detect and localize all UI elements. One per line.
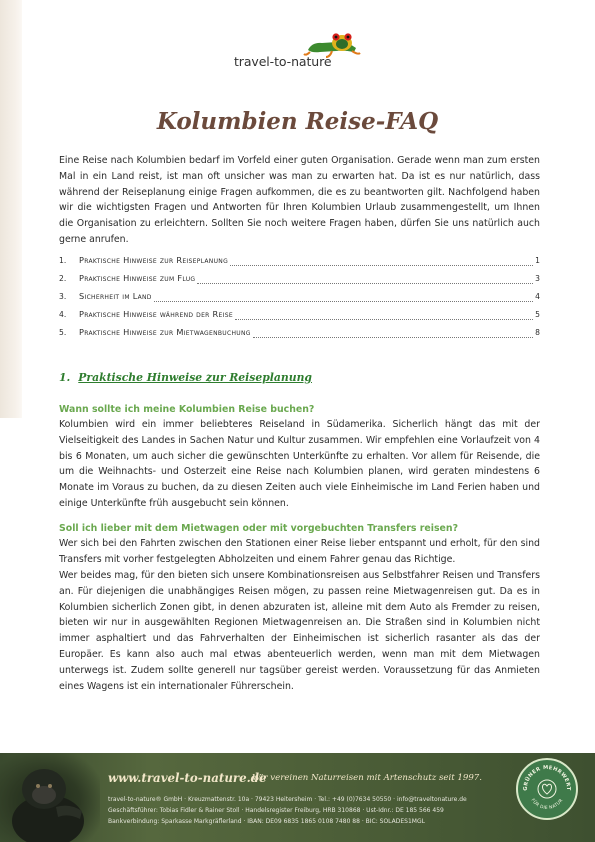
toc-item[interactable] <box>59 273 540 291</box>
toc-leader-dots <box>253 337 533 338</box>
toc-label: Praktische Hinweise zur Reiseplanung <box>79 255 229 265</box>
svg-text:FÜR DIE NATUR <box>530 798 565 811</box>
travel-to-nature-logo[interactable] <box>232 30 362 74</box>
faq-answer: Kolumbien wird ein immer beliebteres Reiseland in Südamerika. Sicherlich hängt das mit der Vielseitigkeit des Landes in Sachen Natur und Kultur zusammen. Wir empfehlen eine Vorlaufzeit von 4 bis 6 Monaten, um auch sicher die gewünschten Unterkünfte zu erhalten. Vor allem für Reisende, die um die Weihnachts- und Osterzeit eine Reise nach Kolumbien planen, wird geraten mindestens 6 Monate im Voraus zu buchen, da zu diesen Zeiten auch viele Einheimische im Land Ferien haben und einige Unterkünfte früh ausgebucht sein können. <box>59 419 540 509</box>
toc-number: 2. <box>59 274 67 283</box>
toc-label: Praktische Hinweise während der Reise <box>79 309 233 319</box>
toc-label: Praktische Hinweise zur Mietwagenbuchung <box>79 327 251 337</box>
green-value-badge <box>516 758 578 820</box>
page-title: Kolumbien Reise-FAQ <box>156 108 439 135</box>
svg-text:GRÜNER MEHRWERT <box>523 765 571 791</box>
toc-leader-dots <box>197 283 533 284</box>
toc-item[interactable] <box>59 309 540 327</box>
section-heading <box>59 371 312 384</box>
badge-bottom-text: FÜR DIE NATUR <box>529 798 565 812</box>
toc-page-number: 1 <box>535 256 540 265</box>
toc-leader-dots <box>235 319 533 320</box>
logo-text: travel-to-nature <box>234 54 332 69</box>
toc-page-number: 3 <box>535 274 540 283</box>
footer-website-link[interactable]: www.travel-to-nature.de <box>108 771 267 785</box>
footer-bank-line: Bankverbindung: Sparkasse Markgräflerland · IBAN: DE09 6835 1865 0108 7480 88 · BIC: SOLADES1MGL <box>108 818 425 825</box>
toc-number: 1. <box>59 256 67 265</box>
toc-item[interactable] <box>59 327 540 345</box>
toc-label: Sicherheit im Land <box>79 291 152 301</box>
table-of-contents <box>59 255 540 345</box>
footer-contact-line: travel-to-nature® GmbH · Kreuzmattenstr. 10a · 79423 Heitersheim · Tel.: +49 (0)7634 50550 · info@traveltonature.de <box>108 796 467 803</box>
footer-banner <box>0 753 595 842</box>
left-decorative-strip <box>0 0 22 418</box>
toc-number: 3. <box>59 292 67 301</box>
footer-management-line: Geschäftsführer: Tobias Fidler & Rainer Stoll · Handelsregister Freiburg, HRB 310868 · Ust-Idnr.: DE 185 566 459 <box>108 807 444 814</box>
toc-number: 5. <box>59 328 67 337</box>
toc-page-number: 8 <box>535 328 540 337</box>
badge-icon <box>518 760 576 818</box>
toc-page-number: 5 <box>535 310 540 319</box>
toc-number: 4. <box>59 310 67 319</box>
footer-slogan: Wir vereinen Naturreisen mit Artenschutz seit 1997. <box>252 773 482 783</box>
toc-label: Praktische Hinweise zum Flug <box>79 273 196 283</box>
faq-answer: Wer sich bei den Fahrten zwischen den Stationen einer Reise lieber entspannt und erholt, für den sind Transfers mit vorher festgelegten Abholzeiten und einem Fahrer genau das Richtige. <box>59 538 540 565</box>
toc-page-number: 4 <box>535 292 540 301</box>
toc-leader-dots <box>154 301 533 302</box>
faq-question: Soll ich lieber mit dem Mietwagen oder mit vorgebuchten Transfers reisen? <box>59 523 459 534</box>
toc-leader-dots <box>230 265 533 266</box>
intro-paragraph: Eine Reise nach Kolumbien bedarf im Vorfeld einer guten Organisation. Gerade wenn man zum ersten Mal in ein Land reist, ist man oft unsicher was man zu erwarten hat. Da ist es nur natürlich, dass während der Reiseplanung einige Fragen aufkommen, die es zu beantworten gilt. Nachfolgend haben wir die wichtigsten Fragen und Antworten für Ihren Kolumbien Urlaub zusammengestellt, um Ihnen die Organisation zu erleichtern. Sollten Sie noch weitere Fragen haben, dürfen Sie uns natürlich auch gerne anrufen. <box>59 155 540 245</box>
gorilla-icon <box>8 759 90 842</box>
faq-answer: Wer beides mag, für den bieten sich unsere Kombinationsreisen aus Selbstfahrer Reisen und Transfers an. Für diejenigen die unabhängiges Reisen mögen, zu passen reine Mietwagenreisen gut. Da es in Kolumbien sicherlich Zonen gibt, in denen abzuraten ist, alleine mit dem Auto als Fremder zu reisen, bieten wir nur in ausgewählten Regionen Mietwagenreisen an. Die Straßen sind in Kolumbien nicht immer asphaltiert und das Fahrverhalten der Einheimischen ist sicherlich rasanter als das der Europäer. Es kann also auch mal etwas abenteuerlich werden, wenn man mit dem Mietwagen unterwegs ist. Zudem sollte generell nur tagsüber gereist werden. Voraussetzung für das Anmieten eines Wagens ist ein internationaler Führerschein. <box>59 570 540 692</box>
faq-question: Wann sollte ich meine Kolumbien Reise buchen? <box>59 404 315 415</box>
toc-item[interactable] <box>59 255 540 273</box>
section-title: Praktische Hinweise zur Reiseplanung <box>78 371 312 384</box>
toc-item[interactable] <box>59 291 540 309</box>
badge-top-text: GRÜNER MEHRWERT <box>522 764 572 791</box>
section-number: 1. <box>59 371 71 384</box>
